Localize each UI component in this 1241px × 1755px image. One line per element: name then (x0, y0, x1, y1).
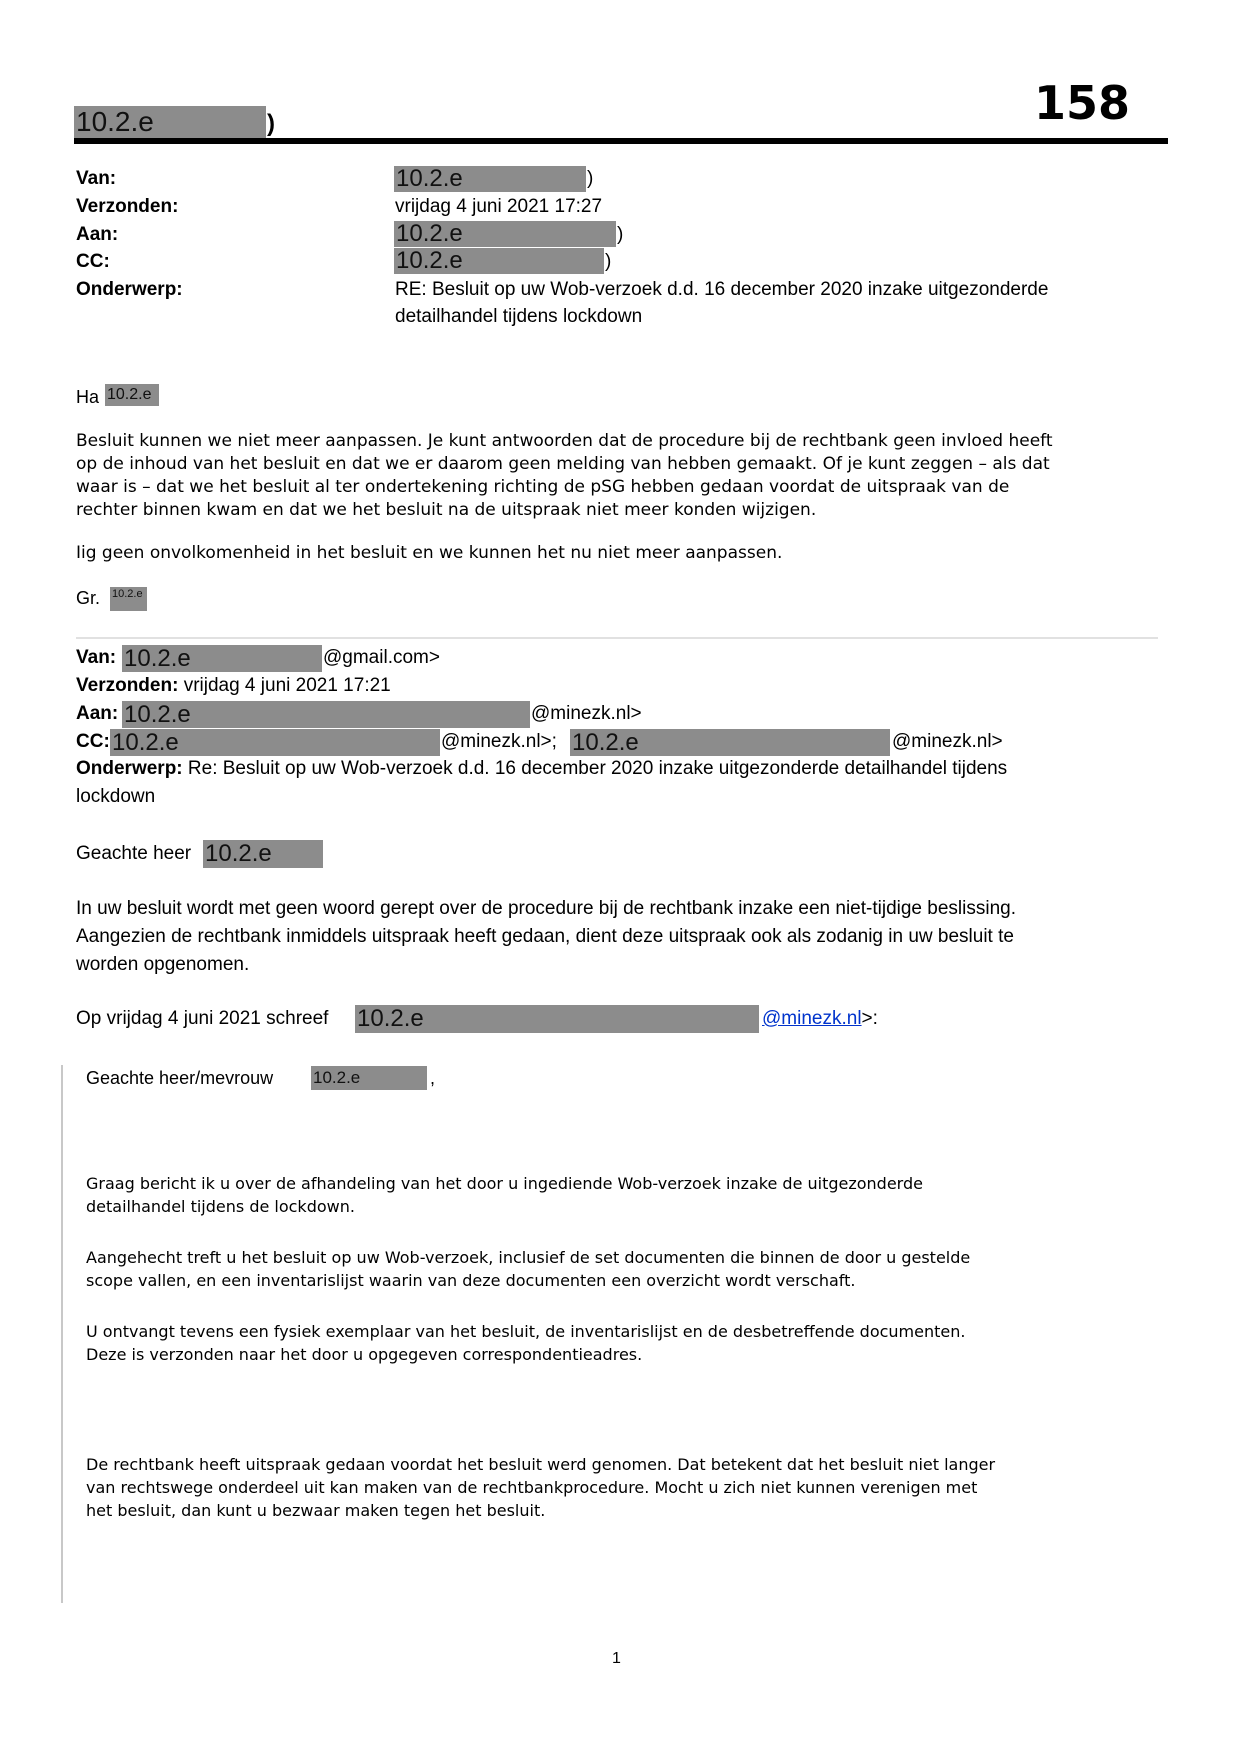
email2-onderwerp-line2: lockdown (76, 786, 156, 807)
quote-bar (61, 1065, 63, 1603)
email1-p1-line: waar is – dat we het besluit al ter ondertekening richting de pSG hebben gedaan voordat de uitspraak van de (76, 477, 1010, 497)
email2-aan-row (76, 703, 118, 725)
email2-verzonden-row (76, 675, 391, 697)
quoted-p4-line: het besluit, dan kunt u bezwaar maken tegen het besluit. (86, 1501, 546, 1520)
email2-aan-suffix: @minezk.nl> (531, 703, 642, 724)
quoted-p3-line: Deze is verzonden naar het door u opgegeven correspondentieadres. (86, 1345, 643, 1364)
email2-p1-line: In uw besluit wordt met geen woord gerept over de procedure bij de rechtbank inzake een niet-tijdige beslissing. (76, 898, 1016, 919)
email1-verzonden: vrijdag 4 juni 2021 17:27 (395, 196, 603, 217)
email1-van-redaction: 10.2.e (394, 166, 586, 192)
email1-greeting: Ha (76, 387, 100, 407)
email2-van-row (76, 647, 116, 669)
header-rule (74, 138, 1168, 144)
email1-aan-suffix: ) (617, 224, 624, 245)
quoted-paragraph-3 (86, 1320, 965, 1366)
email2-van-suffix: @gmail.com> (323, 647, 440, 668)
quoted-paragraph-2 (86, 1246, 970, 1292)
email1-paragraph-2: Iig geen onvolkomenheid in het besluit en we kunnen het nu niet meer aanpassen. (76, 543, 783, 563)
email1-p1-line: Besluit kunnen we niet meer aanpassen. Je kunt antwoorden dat de procedure bij de rechtbank geen invloed heeft (76, 431, 1053, 451)
email1-onderwerp-line1: RE: Besluit op uw Wob-verzoek d.d. 16 december 2020 inzake uitgezonderde (395, 279, 1049, 300)
email2-cc-row (76, 731, 110, 753)
quoted-paragraph-1 (86, 1172, 923, 1218)
email2-onderwerp-line1: Re: Besluit op uw Wob-verzoek d.d. 16 december 2020 inzake uitgezonderde detailhandel tijdens (187, 758, 1008, 779)
quoted-p2-line: Aangehecht treft u het besluit op uw Wob-verzoek, inclusief de set documenten die binnen de door u gestelde (86, 1248, 971, 1267)
email1-van-label: Van: (76, 168, 117, 189)
email2-van-redaction: 10.2.e (122, 645, 322, 672)
quoted-p1-line: Graag bericht ik u over de afhandeling van het door u ingediende Wob-verzoek inzake de uitgezonderde (86, 1174, 923, 1193)
email2-greeting: Geachte heer (76, 843, 192, 864)
email1-p1-line: rechter binnen kwam en dat we het besluit na de uitspraak niet meer konden wijzigen. (76, 500, 817, 520)
email1-cc-redaction: 10.2.e (394, 248, 604, 274)
email1-van-suffix: ) (587, 168, 594, 189)
email2-quote-link[interactable]: @minezk.nl (762, 1008, 862, 1029)
email1-aan-redaction: 10.2.e (394, 221, 616, 247)
quoted-paragraph-4 (86, 1453, 995, 1522)
email2-quote-intro: Op vrijdag 4 juni 2021 schreef (76, 1008, 329, 1029)
quoted-p4-line: De rechtbank heeft uitspraak gedaan voordat het besluit werd genomen. Dat betekent dat het besluit niet langer (86, 1455, 996, 1474)
email2-paragraph-1 (76, 895, 1016, 979)
email1-verzonden-label: Verzonden: (76, 196, 179, 217)
email2-cc-suffix: @minezk.nl> (892, 731, 1003, 752)
email2-quote-redaction: 10.2.e (355, 1005, 759, 1033)
quoted-greeting-redaction: 10.2.e (311, 1066, 427, 1090)
email2-van-label: Van: (76, 647, 117, 668)
email2-cc-label: CC: (76, 731, 110, 752)
email2-verzonden-label: Verzonden: (76, 675, 179, 696)
header-redaction: 10.2.e (74, 106, 266, 139)
email2-p1-line: worden opgenomen. (76, 954, 250, 975)
quoted-greeting: Geachte heer/mevrouw (86, 1068, 274, 1088)
footer-page-number: 1 (612, 1650, 621, 1667)
quoted-p4-line: van rechtswege onderdeel uit kan maken van de rechtbankprocedure. Mocht u zich niet kunnen verenigen met (86, 1478, 978, 1497)
email2-onderwerp-row (76, 758, 1007, 780)
quoted-p2-line: scope vallen, en een inventarislijst waarin van deze documenten een overzicht wordt verschaft. (86, 1271, 856, 1290)
email2-cc-redaction-2: 10.2.e (570, 729, 890, 756)
email1-greeting-redaction: 10.2.e (105, 384, 159, 406)
email2-cc-redaction-1: 10.2.e (110, 729, 440, 756)
email2-greeting-redaction: 10.2.e (203, 840, 323, 868)
email1-cc-label: CC: (76, 251, 110, 272)
email1-onderwerp-label: Onderwerp: (76, 279, 183, 300)
email2-onderwerp-label: Onderwerp: (76, 758, 183, 779)
email1-onderwerp-line2: detailhandel tijdens lockdown (395, 306, 643, 327)
email2-aan-redaction: 10.2.e (122, 701, 530, 728)
email2-quote-link-row (762, 1008, 878, 1030)
email2-aan-label: Aan: (76, 703, 119, 724)
email2-quote-end: >: (861, 1008, 878, 1029)
quoted-p3-line: U ontvangt tevens een fysiek exemplaar van het besluit, de inventarislijst en de desbetreffende documenten. (86, 1322, 966, 1341)
email1-p1-line: op de inhoud van het besluit en dat we er daarom geen melding van hebben gemaakt. Of je kunt zeggen – als dat (76, 454, 1050, 474)
email2-cc-mid: @minezk.nl>; (441, 731, 557, 752)
email1-signoff: Gr. (76, 588, 101, 608)
email1-cc-suffix: ) (605, 251, 612, 272)
header-paren: ) (267, 110, 275, 137)
quoted-p1-line: detailhandel tijdens de lockdown. (86, 1197, 355, 1216)
email2-verzonden: vrijdag 4 juni 2021 17:21 (183, 675, 391, 696)
email1-signoff-redaction: 10.2.e (110, 587, 147, 611)
email2-p1-line: Aangezien de rechtbank inmiddels uitspraak heeft gedaan, dient deze uitspraak ook als zodanig in uw besluit te (76, 926, 1014, 947)
page-number-top: 158 (1034, 76, 1131, 130)
email-divider (76, 637, 1158, 639)
email1-paragraph-1 (76, 430, 1053, 522)
email1-aan-label: Aan: (76, 224, 119, 245)
quoted-greeting-end: , (430, 1068, 436, 1088)
